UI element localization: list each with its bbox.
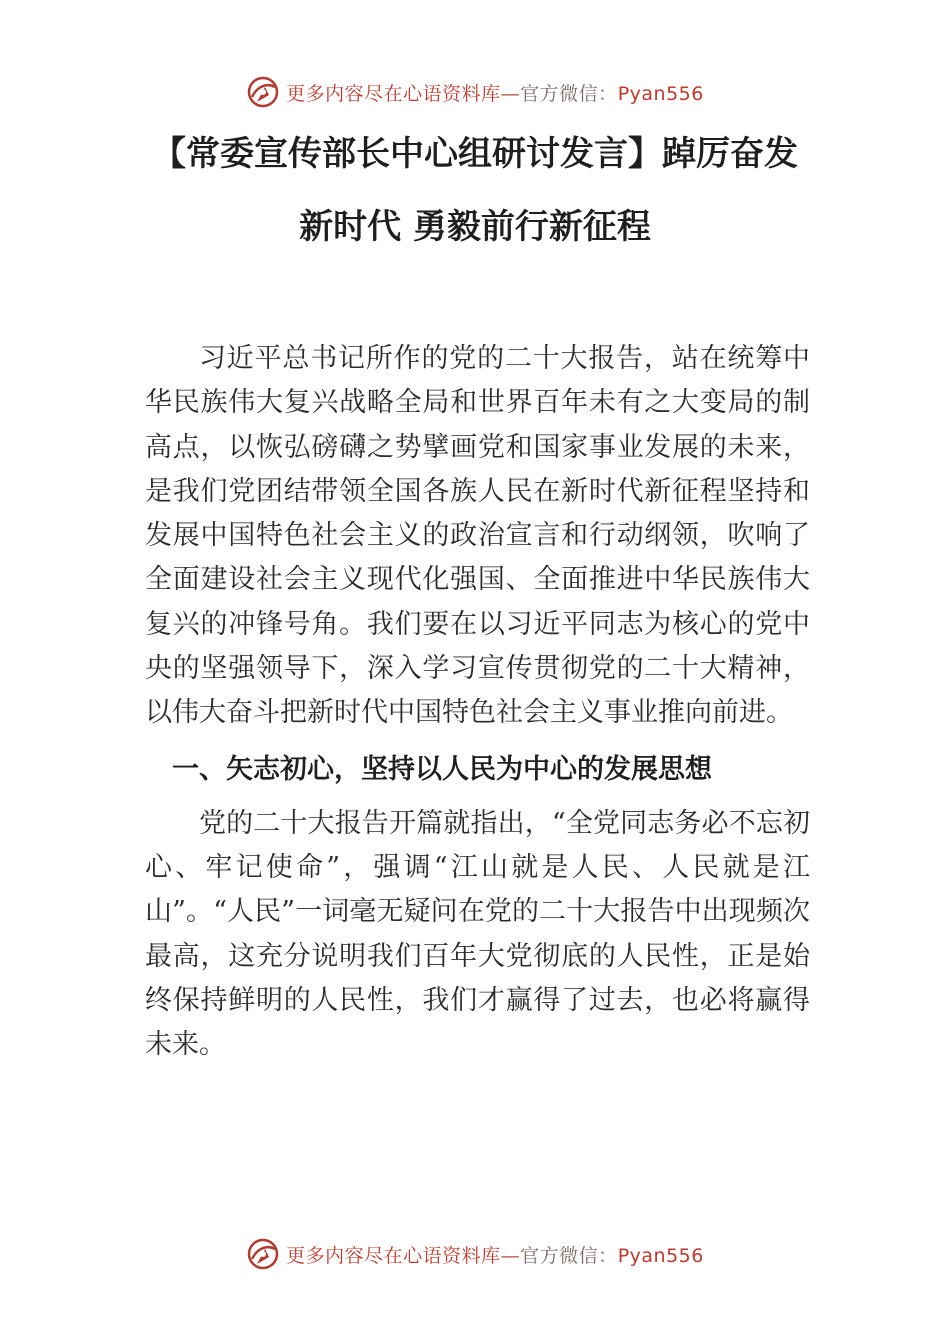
document-body	[145, 337, 810, 1067]
seal-logo-icon	[246, 75, 280, 109]
body-paragraph: 党的二十大报告开篇就指出，“全党同志务必不忘初心、牢记使命”，强调“江山就是人民、人民就是江山”。“人民”一词毫无疑问在党的二十大报告中出现频次最高，这充分说明我们百年大党彻底的人民性，正是始终保持鲜明的人民性，我们才赢得了过去，也必将赢得未来。	[145, 807, 810, 1061]
header-watermark	[0, 72, 950, 112]
seal-logo-icon	[246, 1237, 280, 1271]
watermark-text	[286, 79, 704, 106]
watermark-separator: —	[500, 82, 521, 105]
watermark-wechat-label: 官方微信：	[520, 82, 618, 105]
footer-watermark	[0, 1234, 950, 1274]
watermark-wechat-id: Pyan556	[617, 1244, 704, 1267]
document-title: 【常委宣传部长中心组研讨发言】踔厉奋发新时代 勇毅前行新征程	[152, 134, 798, 247]
section-heading: 一、矢志初心，坚持以人民为中心的发展思想	[172, 753, 712, 785]
watermark-separator: —	[500, 1244, 521, 1267]
watermark-text	[286, 1241, 704, 1268]
watermark-wechat-id: Pyan556	[617, 82, 704, 105]
watermark-site: 更多内容尽在心语资料库	[286, 82, 501, 105]
body-paragraph: 习近平总书记所作的党的二十大报告，站在统筹中华民族伟大复兴战略全局和世界百年未有之大变局的制高点，以恢弘磅礴之势擘画党和国家事业发展的未来，是我们党团结带领全国各族人民在新时代新征程坚持和发展中国特色社会主义的政治宣言和行动纲领，吹响了全面建设社会主义现代化强国、全面推进中华民族伟大复兴的冲锋号角。我们要在以习近平同志为核心的党中央的坚强领导下，深入学习宣传贯彻党的二十大精神，以伟大奋斗把新时代中国特色社会主义事业推向前进。	[145, 343, 810, 729]
watermark-wechat-label: 官方微信：	[520, 1244, 618, 1267]
watermark-site: 更多内容尽在心语资料库	[286, 1244, 501, 1267]
